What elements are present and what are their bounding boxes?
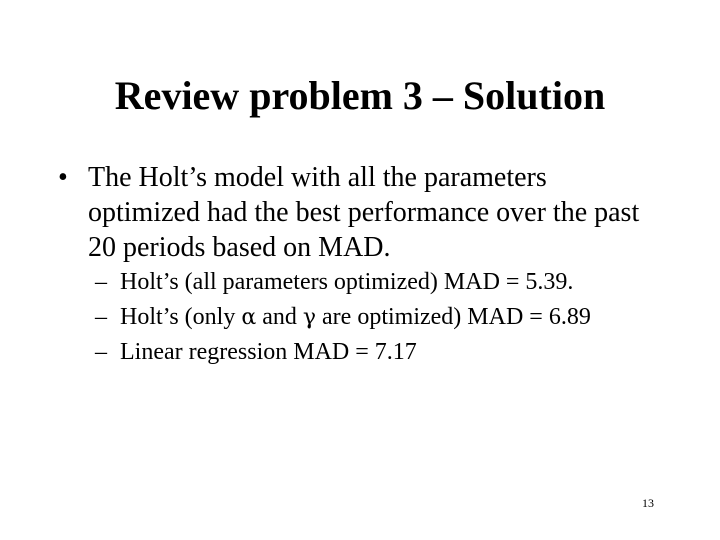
- gamma-symbol: γ: [302, 305, 317, 330]
- main-bullet-line-2: optimized had the best performance over the past: [88, 197, 640, 228]
- sub-bullet-dash: –: [95, 304, 107, 330]
- page-number: 13: [642, 496, 654, 510]
- main-bullet-line-3: 20 periods based on MAD.: [88, 232, 391, 263]
- alpha-symbol: α: [241, 305, 257, 330]
- slide-title: Review problem 3 – Solution: [114, 73, 606, 118]
- sub-bullet-list: [95, 265, 695, 370]
- sub-bullet-linear-regression: [95, 335, 695, 370]
- main-bullet-text: [88, 160, 668, 265]
- sub-bullet-text-part: are optimized) MAD = 6.89: [316, 304, 591, 330]
- sub-bullet-text: Holt’s (all parameters optimized) MAD = 5.39.: [120, 269, 574, 295]
- sub-bullet-text-part: Holt’s (only: [120, 304, 242, 330]
- sub-bullet-dash: –: [95, 339, 107, 365]
- sub-bullet-text-part: and: [256, 304, 303, 330]
- main-bullet-line-1: The Holt’s model with all the parameters: [88, 162, 547, 193]
- sub-bullet-dash: –: [95, 269, 107, 295]
- sub-bullet-holt-alpha-gamma: [95, 300, 695, 335]
- sub-bullet-holt-all: [95, 265, 695, 300]
- sub-bullet-text: Linear regression MAD = 7.17: [120, 339, 417, 365]
- sub-bullet-text: [120, 300, 591, 335]
- bullet-marker: •: [58, 162, 68, 193]
